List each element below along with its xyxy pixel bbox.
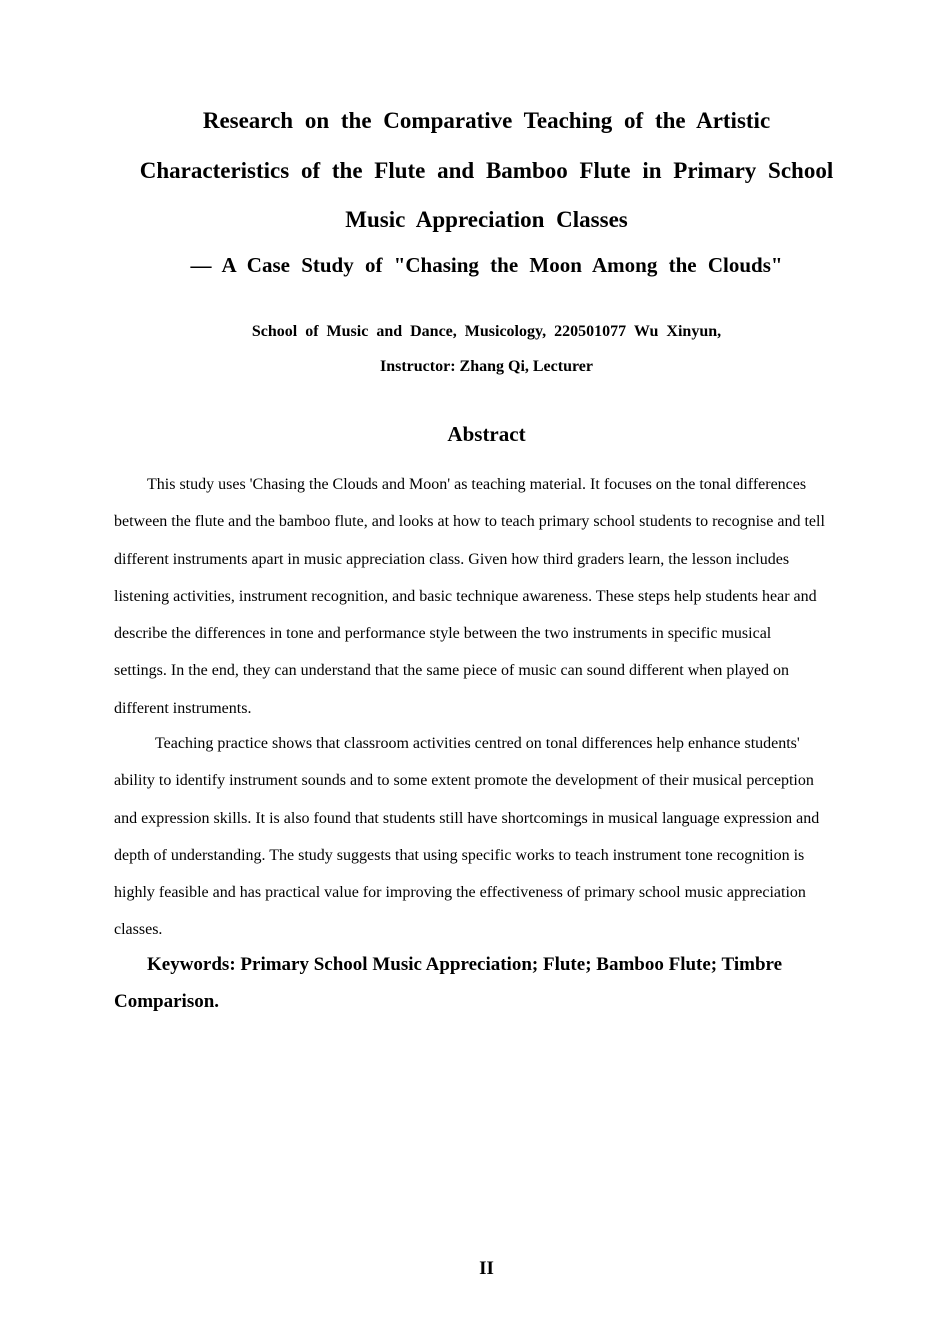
instructor-line: Instructor: Zhang Qi, Lecturer xyxy=(379,358,593,375)
keywords-line: Keywords: Primary School Music Appreciation; Flute; Bamboo Flute; Timbre xyxy=(147,954,783,975)
paragraph-line: settings. In the end, they can understand that the same piece of music can sound different when played on xyxy=(114,662,790,680)
abstract-heading: Abstract xyxy=(447,422,526,446)
title-line: Research on the Comparative Teaching of the Artistic xyxy=(202,108,771,133)
paragraph-line: different instruments apart in music appreciation class. Given how third graders learn, the lesson includes xyxy=(114,550,790,568)
title-line: Characteristics of the Flute and Bamboo Flute in Primary School xyxy=(139,157,834,183)
paragraph-line: between the flute and the bamboo flute, and looks at how to teach primary school students to recognise and tell xyxy=(114,513,825,531)
paper-subtitle: — A Case Study of "Chasing the Moon Among the Clouds" xyxy=(190,253,783,277)
paragraph-line: depth of understanding. The study suggests that using specific works to teach instrument tone recognition is xyxy=(114,846,805,864)
author-affiliation: School of Music and Dance, Musicology, 220501077 Wu Xinyun, xyxy=(251,323,722,340)
title-line: Music Appreciation Classes xyxy=(345,207,628,232)
paragraph-line: classes. xyxy=(114,921,163,939)
paragraph-line: highly feasible and has practical value for improving the effectiveness of primary school music appreciation xyxy=(114,884,806,902)
keywords-line: Comparison. xyxy=(114,991,220,1012)
author-info xyxy=(114,314,859,384)
page-number: II xyxy=(479,1258,494,1279)
paragraph-line: listening activities, instrument recognition, and basic technique awareness. These steps help students hear and xyxy=(114,587,817,605)
abstract-paragraph-1 xyxy=(114,466,864,727)
paragraph-line: describe the differences in tone and performance style between the two instruments in specific musical xyxy=(114,625,772,643)
paragraph-line: This study uses 'Chasing the Clouds and Moon' as teaching material. It focuses on the tonal differences xyxy=(147,476,807,493)
paragraph-line: different instruments. xyxy=(114,699,252,717)
paragraph-line: ability to identify instrument sounds and to some extent promote the development of their musical perception xyxy=(114,772,814,790)
abstract-paragraph-2 xyxy=(114,725,864,949)
keywords xyxy=(114,946,864,1020)
paper-title xyxy=(114,96,859,245)
paragraph-line: Teaching practice shows that classroom activities centred on tonal differences help enhance students' xyxy=(155,735,800,752)
paragraph-line: and expression skills. It is also found that students still have shortcomings in musical language expression and xyxy=(114,809,820,827)
